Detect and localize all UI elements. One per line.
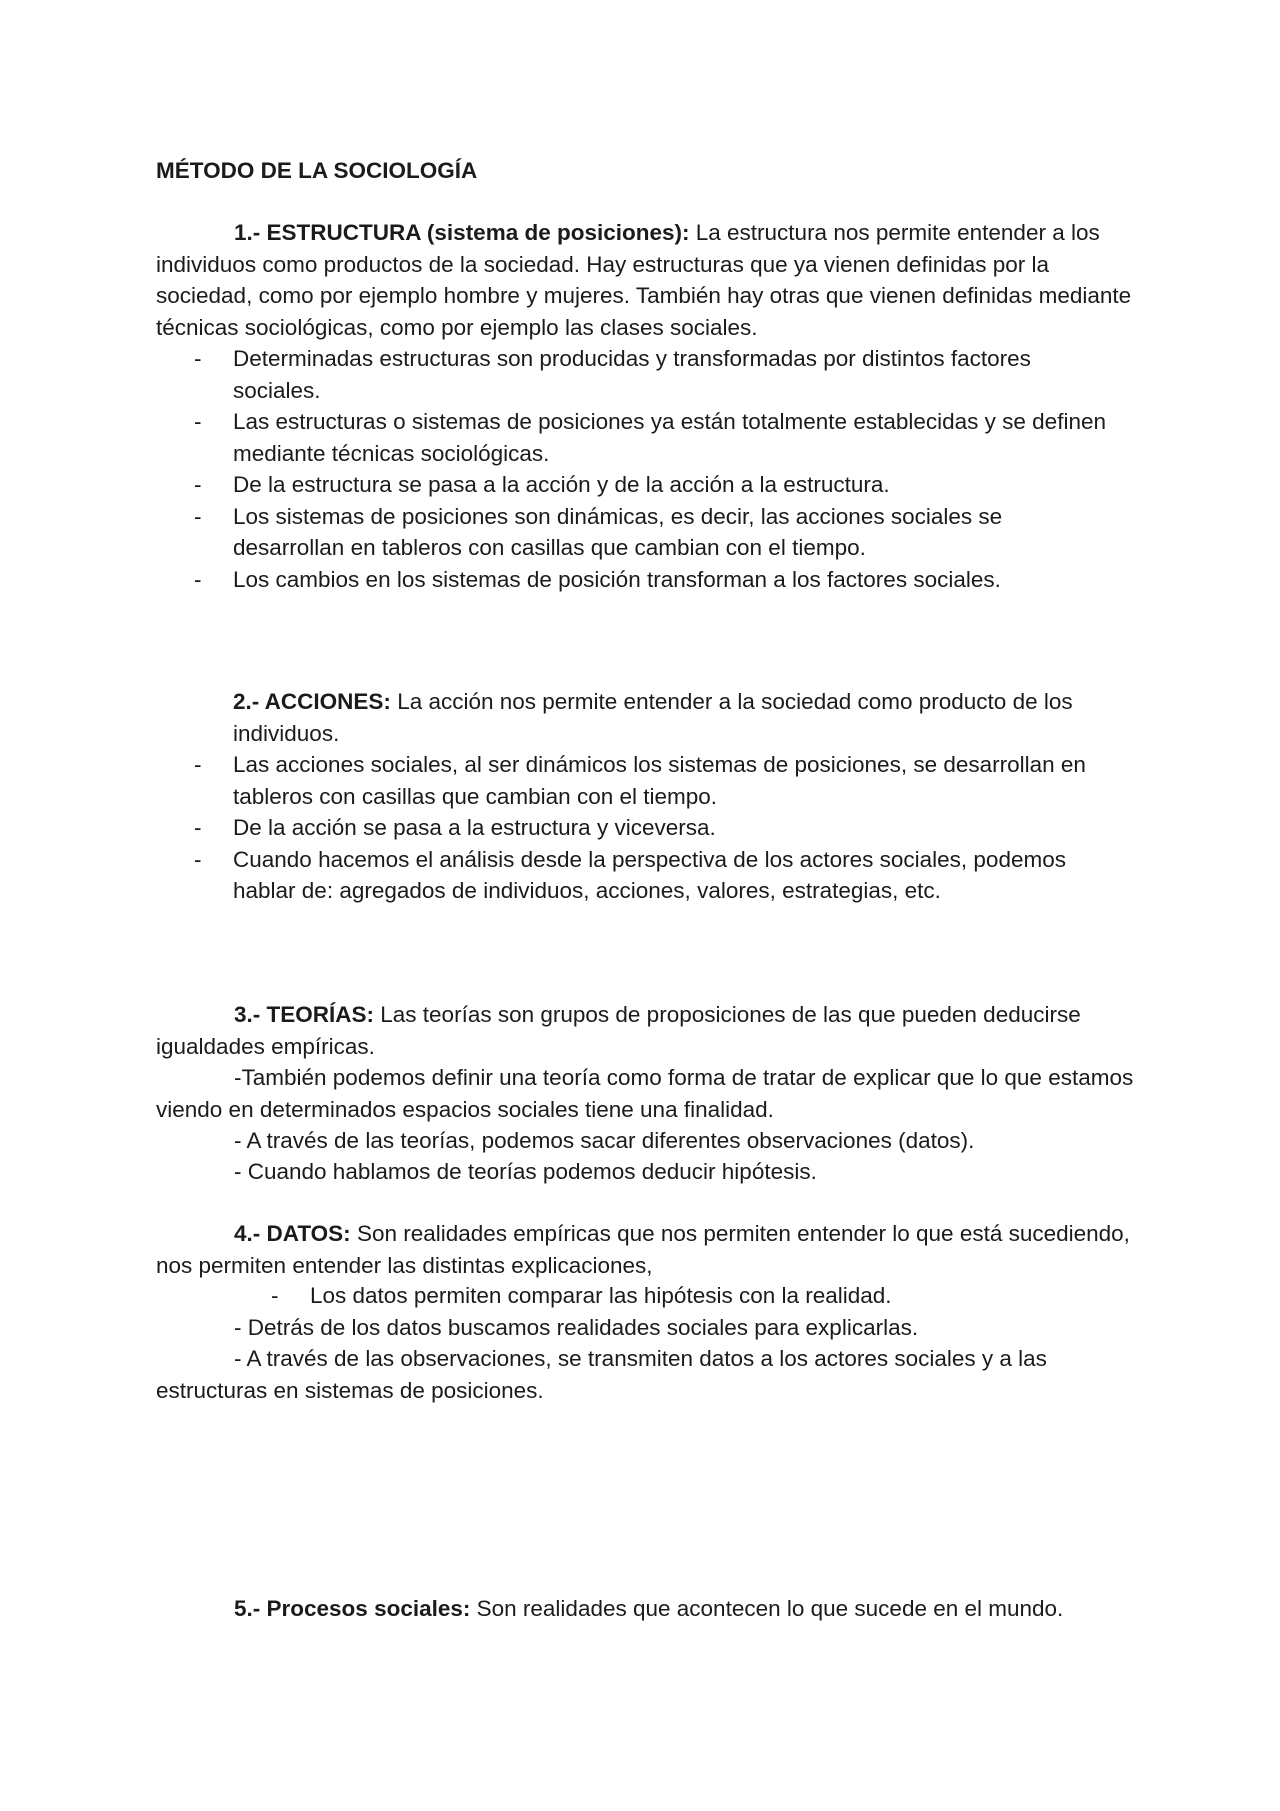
- list-item: [156, 844, 1116, 907]
- section-4-heading: 4.- DATOS:: [234, 1221, 351, 1246]
- list-item: [156, 469, 1116, 501]
- list-item-text: Las estructuras o sistemas de posiciones ya están totalmente establecidas y se definen mediante técnicas sociológicas.: [233, 409, 1106, 466]
- section-3-heading: 3.- TEORÍAS:: [234, 1002, 375, 1027]
- document-title: MÉTODO DE LA SOCIOLOGÍA: [156, 158, 478, 183]
- section-3-paragraph-3: - A través de las teorías, podemos sacar diferentes observaciones (datos).: [234, 1128, 975, 1153]
- section-5-heading: 5.- Procesos sociales:: [234, 1596, 471, 1621]
- list-item-text: De la estructura se pasa a la acción y de la acción a la estructura.: [233, 472, 890, 497]
- section-2-body: La acción nos permite entender a la sociedad como producto de los individuos.: [233, 689, 1073, 746]
- list-item-text: Los sistemas de posiciones son dinámicas, es decir, las acciones sociales se desarrollan en tableros con casillas que cambian con el tiempo.: [233, 503, 1003, 560]
- section-4-bullet-list: [233, 1280, 1113, 1312]
- section-4-body: Son realidades empíricas que nos permiten entender lo que está sucediendo, nos permiten entender las distintas explicaciones,: [156, 1221, 1130, 1278]
- section-1-bullet-list: [156, 343, 1116, 595]
- dash-marker: -: [194, 409, 202, 434]
- section-3-body: Las teorías son grupos de proposiciones de las que pueden deducirse igualdades empíricas.: [156, 1002, 1081, 1059]
- list-item: [156, 343, 1116, 406]
- section-2-heading: 2.- ACCIONES:: [233, 689, 391, 714]
- section-1-paragraph: [156, 217, 1136, 343]
- list-item-text: Determinadas estructuras son producidas y transformadas por distintos factores sociales.: [233, 346, 1031, 403]
- dash-marker: -: [194, 346, 202, 371]
- list-item: [156, 564, 1116, 596]
- list-item: [156, 501, 1116, 564]
- section-3-paragraph-4: - Cuando hablamos de teorías podemos deducir hipótesis.: [234, 1159, 817, 1184]
- dash-marker: -: [194, 846, 202, 872]
- section-3-paragraph: [156, 999, 1136, 1062]
- list-item-text: Las acciones sociales, al ser dinámicos los sistemas de posiciones, se desarrollan en tableros con casillas que cambian con el tiempo.: [233, 752, 1086, 809]
- list-item-text: Cuando hacemos el análisis desde la perspectiva de los actores sociales, podemos hablar de: agregados de individuos, acciones, valores, estrategias, etc.: [233, 846, 1066, 903]
- dash-marker: -: [194, 752, 202, 777]
- list-item-text: Los cambios en los sistemas de posición transforman a los factores sociales.: [233, 566, 1001, 592]
- dash-marker: -: [194, 815, 202, 840]
- list-item: [156, 812, 1116, 844]
- section-1-heading: 1.- ESTRUCTURA (sistema de posiciones):: [234, 220, 690, 245]
- dash-marker: -: [194, 503, 202, 529]
- section-5-body: Son realidades que acontecen lo que sucede en el mundo.: [470, 1596, 1064, 1621]
- section-2-bullet-list: [156, 749, 1116, 907]
- list-item: [156, 406, 1116, 469]
- section-4-paragraph-3: - A través de las observaciones, se transmiten datos a los actores sociales y a las estructuras en sistemas de posiciones.: [156, 1346, 1047, 1403]
- list-item-text: Los datos permiten comparar las hipótesis con la realidad.: [310, 1283, 892, 1308]
- list-item: [233, 1280, 1113, 1312]
- section-4-paragraph-2: - Detrás de los datos buscamos realidades sociales para explicarlas.: [234, 1315, 919, 1340]
- section-1-body: La estructura nos permite entender a los individuos como productos de la sociedad. Hay estructuras que ya vienen definidas por la sociedad, como por ejemplo hombre y mujeres. También hay otras que vienen definidas mediante técnicas sociológicas, como por ejemplo las clases sociales.: [156, 220, 1132, 340]
- list-item: [156, 749, 1116, 812]
- section-3-paragraph-2: -También podemos definir una teoría como forma de tratar de explicar que lo que estamos viendo en determinados espacios sociales tiene una finalidad.: [156, 1065, 1134, 1122]
- section-4-paragraph: [156, 1218, 1136, 1281]
- dash-marker: -: [271, 1283, 279, 1308]
- section-5-paragraph: [156, 1593, 1136, 1625]
- dash-marker: -: [194, 472, 202, 497]
- list-item-text: De la acción se pasa a la estructura y viceversa.: [233, 815, 716, 840]
- dash-marker: -: [194, 566, 202, 592]
- section-2-paragraph: [233, 686, 1133, 749]
